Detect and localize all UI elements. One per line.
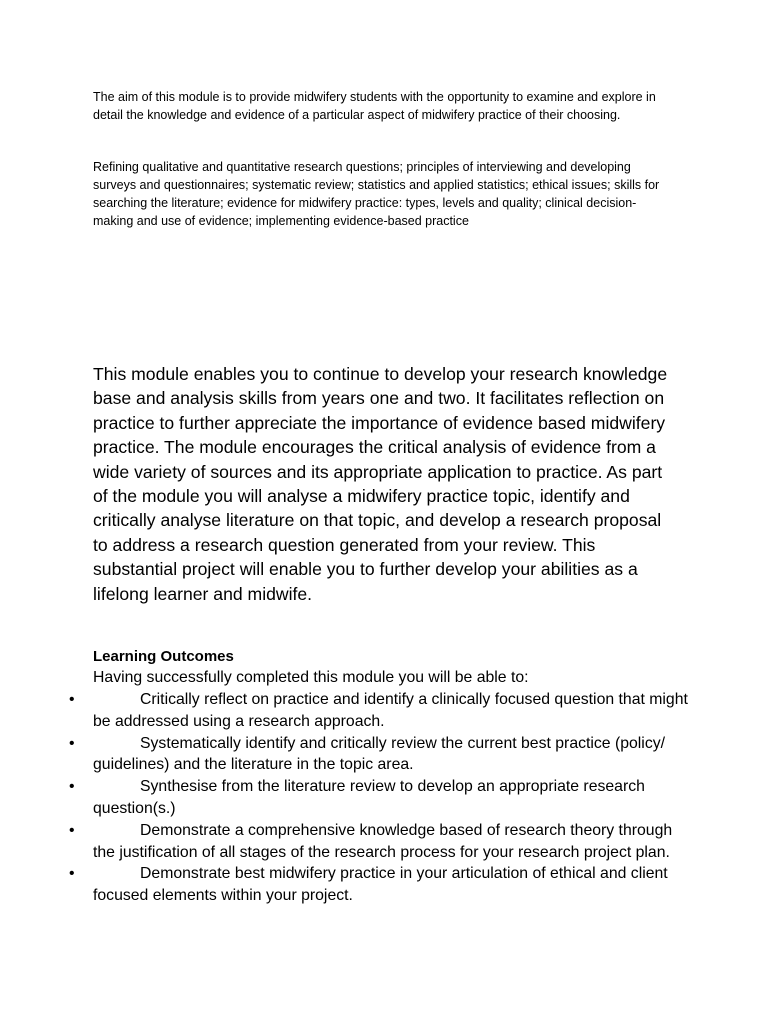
list-item-text: Demonstrate best midwifery practice in your articulation of ethical and client focused elements within your project.	[93, 865, 668, 905]
bullet-icon: •	[69, 865, 75, 883]
list-item-text: Critically reflect on practice and identify a clinically focused question that might be addressed using a research approach.	[93, 691, 688, 730]
list-item	[69, 689, 693, 733]
bullet-icon: •	[69, 734, 75, 752]
bullet-icon: •	[69, 778, 75, 796]
list-item-text: Systematically identify and critically review the current best practice (policy/ guidelines) and the literature in the topic area.	[93, 734, 666, 774]
list-item	[69, 820, 693, 864]
list-item	[69, 733, 693, 777]
list-item-text: Demonstrate a comprehensive knowledge based of research theory through the justification of all stages of the research process for your research project plan.	[93, 821, 673, 861]
learning-outcomes-list	[69, 689, 693, 907]
module-aim-paragraph: The aim of this module is to provide midwifery students with the opportunity to examine and explore in detail the knowledge and evidence of a particular aspect of midwifery practice of their choosing.	[93, 90, 656, 122]
bullet-icon: •	[69, 691, 75, 708]
learning-outcomes-intro: Having successfully completed this module you will be able to:	[93, 669, 529, 686]
learning-outcomes-heading: Learning Outcomes	[93, 648, 234, 665]
list-item-text: Synthesise from the literature review to develop an appropriate research question(s.)	[93, 778, 645, 817]
list-item	[69, 863, 693, 907]
bullet-icon: •	[69, 821, 75, 839]
module-topics-paragraph: Refining qualitative and quantitative research questions; principles of interviewing and developing surveys and questionnaires; systematic review; statistics and applied statistics; ethical issues; skills for searching the literature; evidence for midwifery practice: types, levels and quality; clinical decision-making and use of evidence; implementing evidence-based practice	[93, 160, 660, 228]
module-description-paragraph: This module enables you to continue to develop your research knowledge base and analysis skills from years one and two. It facilitates reflection on practice to further appreciate the importance of evidence based midwifery practice. The module encourages the critical analysis of evidence from a wide variety of sources and its appropriate application to practice. As part of the module you will analyse a midwifery practice topic, identify and critically analyse literature on that topic, and develop a research proposal to address a research question generated from your review. This substantial project will enable you to further develop your abilities as a lifelong learner and midwife.	[93, 364, 668, 604]
list-item	[69, 776, 693, 820]
